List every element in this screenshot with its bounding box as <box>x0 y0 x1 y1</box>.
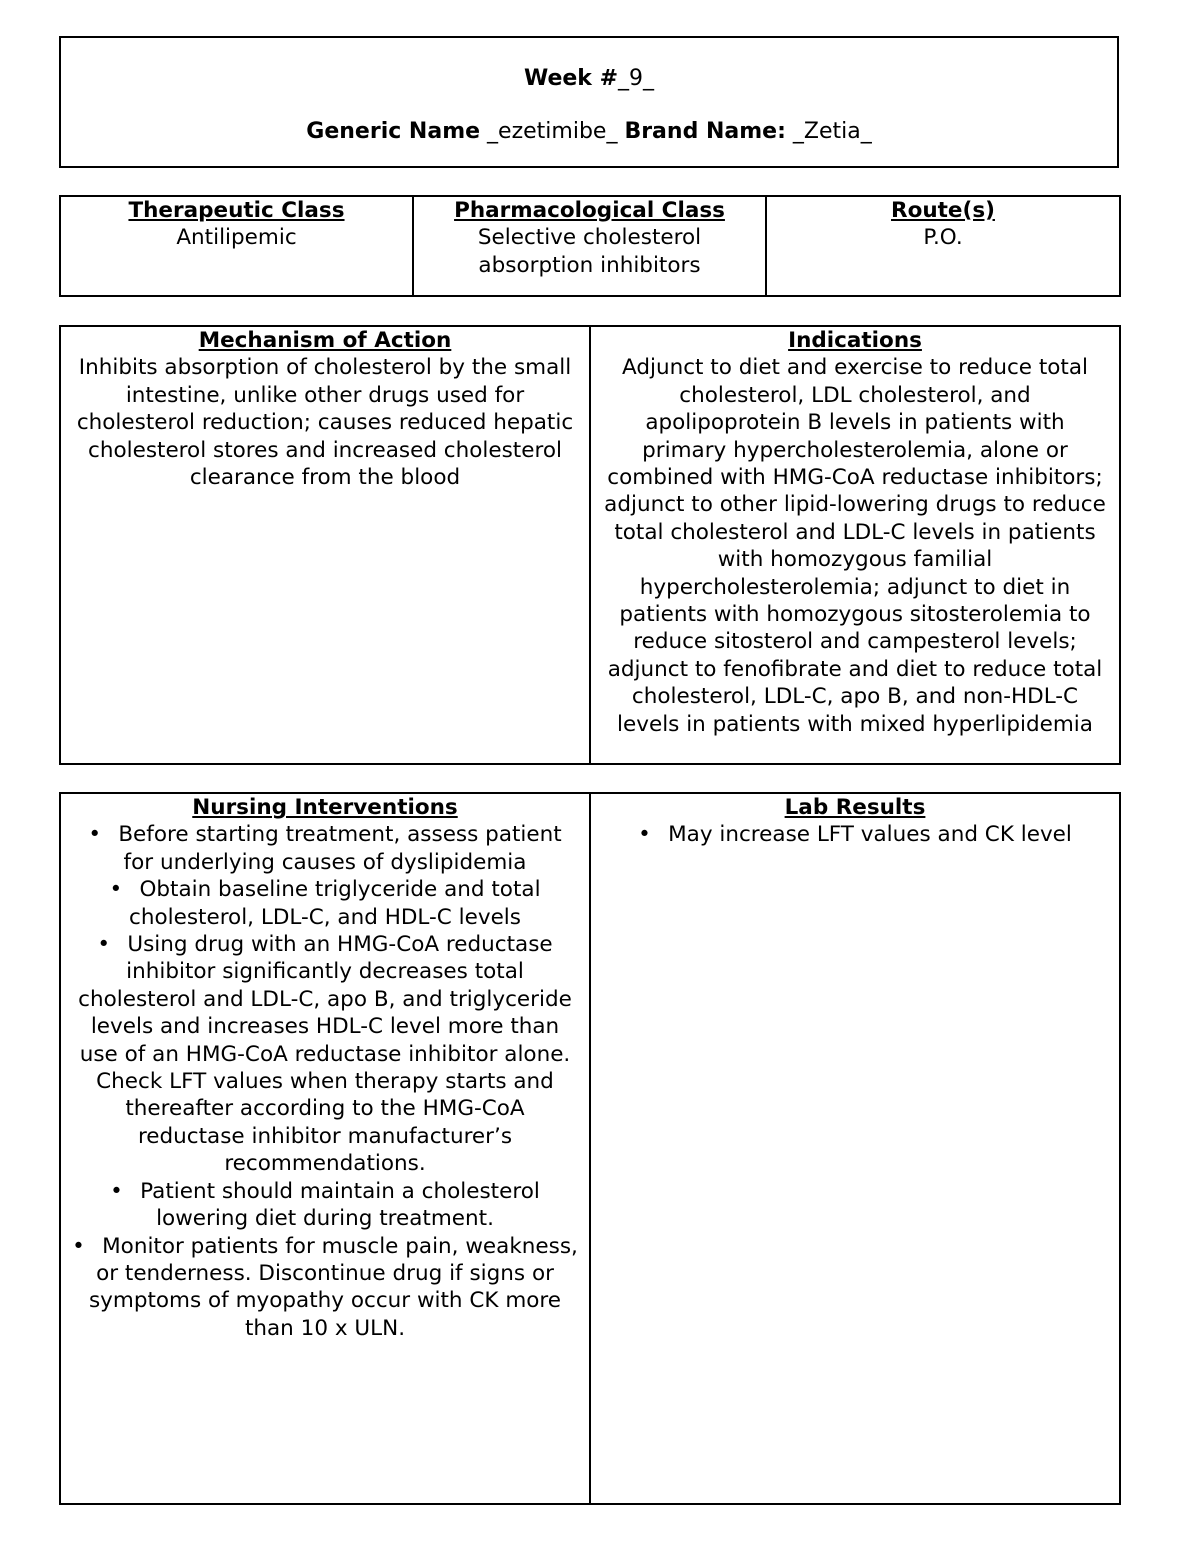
bullet-icon: • <box>110 1178 123 1204</box>
nursing-cell <box>60 793 590 1504</box>
lab-list <box>631 821 1079 848</box>
nursing-item <box>71 876 579 931</box>
generic-name-label: Generic Name <box>306 119 481 144</box>
name-line <box>61 119 1117 145</box>
lab-header: Lab Results <box>784 795 926 820</box>
mechanism-text: Inhibits absorption of cholesterol by the small intestine, unlike other drugs used for cholesterol reduction; causes reduced hepatic cholesterol stores and increased cholesterol clearance from the blood <box>76 355 574 491</box>
bullet-icon: • <box>638 822 651 848</box>
brand-name-label: Brand Name: <box>624 119 786 144</box>
nursing-item-text: Obtain baseline triglyceride and total cholesterol, LDL-C, and HDL-C levels <box>129 877 541 930</box>
lab-item <box>631 821 1079 848</box>
mechanism-cell <box>60 326 590 764</box>
indications-header: Indications <box>788 328 922 353</box>
nursing-item-text: Monitor patients for muscle pain, weakness, or tenderness. Discontinue drug if signs or symptoms of myopathy occur with CK more than 10 x ULN. <box>88 1233 578 1341</box>
nursing-lab-table <box>59 792 1121 1505</box>
nursing-item <box>71 1178 579 1233</box>
nursing-item <box>71 821 579 876</box>
route-header: Route(s) <box>891 198 995 223</box>
class-table <box>59 195 1121 297</box>
bullet-icon: • <box>72 1233 85 1259</box>
bullet-icon: • <box>97 932 111 958</box>
pharmacological-class-value: Selective cholesterol absorption inhibitors <box>477 225 702 278</box>
therapeutic-class-value: Antilipemic <box>176 225 297 251</box>
week-line <box>61 66 1117 92</box>
generic-name-value: _ezetimibe_ <box>480 119 625 144</box>
lab-cell <box>590 793 1120 1504</box>
pharmacological-class-header: Pharmacological Class <box>454 198 725 223</box>
indications-text: Adjunct to diet and exercise to reduce total cholesterol, LDL cholesterol, and apolipoprotein B levels in patients with primary hypercholesterolemia, alone or combined with HMG-CoA reductase inhibitors; adjunct to other lipid-lowering drugs to reduce total cholesterol and LDL-C levels in patients with homozygous familial hypercholesterolemia; adjunct to diet in patients with homozygous sitosterolemia to reduce sitosterol and campesterol levels; adjunct to fenofibrate and diet to reduce total cholesterol, LDL-C, apo B, and non-HDL-C levels in patients with mixed hyperlipidemia <box>604 355 1106 737</box>
nursing-item-text: Patient should maintain a cholesterol lowering diet during treatment. <box>140 1178 540 1232</box>
nursing-list <box>71 821 579 1342</box>
lab-item-text: May increase LFT values and CK level <box>668 822 1072 848</box>
mechanism-indications-table <box>59 325 1121 765</box>
week-value: _9_ <box>618 66 655 91</box>
mechanism-header: Mechanism of Action <box>198 328 452 353</box>
route-cell <box>766 196 1120 296</box>
nursing-item <box>71 931 579 1178</box>
week-label: Week # <box>523 66 619 91</box>
indications-cell <box>590 326 1120 764</box>
therapeutic-class-cell <box>60 196 413 296</box>
brand-name-value: _Zetia_ <box>785 119 872 144</box>
bullet-icon: • <box>109 877 123 903</box>
nursing-header: Nursing Interventions <box>192 795 458 820</box>
route-value: P.O. <box>923 225 963 251</box>
nursing-item-text: Using drug with an HMG-CoA reductase inhibitor significantly decreases total cholesterol and LDL-C, apo B, and triglyceride levels and increases HDL-C level more than use of an HMG-CoA reductase inhibitor alone. Check LFT values when therapy starts and thereafter according to the HMG-CoA reductase inhibitor manufacturer’s recommendations. <box>78 932 572 1177</box>
bullet-icon: • <box>88 822 101 848</box>
pharmacological-class-cell <box>413 196 766 296</box>
therapeutic-class-header: Therapeutic Class <box>128 198 345 223</box>
nursing-item-text: Before starting treatment, assess patient for underlying causes of dyslipidemia <box>118 822 562 875</box>
drug-header <box>59 36 1119 168</box>
nursing-item <box>71 1233 579 1343</box>
